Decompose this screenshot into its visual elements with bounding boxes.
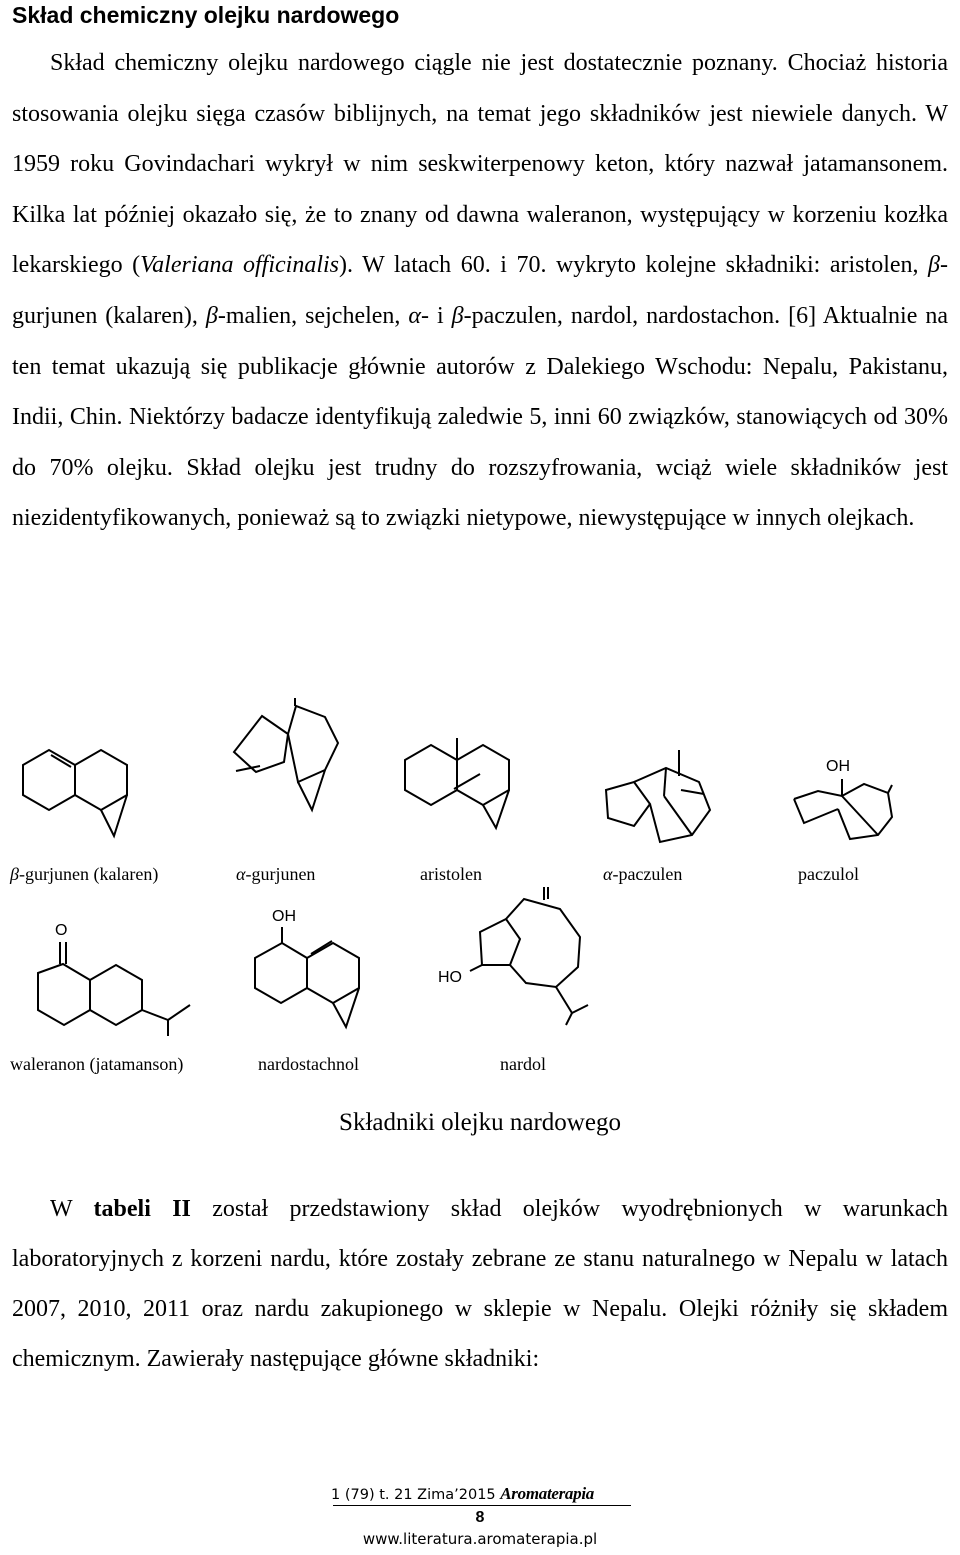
label-aristolen: aristolen <box>420 864 482 884</box>
label-alpha-paczulen: α-paczulen <box>603 864 683 884</box>
structure-nardol <box>432 895 602 1025</box>
label-nardostachnol: nardostachnol <box>258 1054 359 1074</box>
footer-url[interactable]: www.literatura.aromaterapia.pl <box>362 1530 598 1548</box>
footer-divider <box>333 1505 631 1506</box>
label-paczulol: paczulol <box>798 864 859 884</box>
table-intro-paragraph: W tabeli II został przedstawiony skład olejków wyodrębnionych w warunkach laboratoryjnych z korzeni nardu, które zostały zebrane ze stanu naturalnego w Nepalu w latach 2007, 2010, 2011 oraz nardu zakupionego w sklepie w Nepalu. Olejki różniły się składem chemicznym. Zawierały następujące główne składniki: <box>12 1196 949 1372</box>
label-beta-gurjunen: β-gurjunen (kalaren) <box>10 864 159 884</box>
structure-nardostachnol <box>250 905 370 1035</box>
label-nardol: nardol <box>500 1054 546 1074</box>
structure-paczulol <box>792 755 912 855</box>
page-number: 8 <box>475 1509 485 1526</box>
svg-text:HO: HO <box>438 969 462 986</box>
structure-beta-gurjunen <box>18 740 128 840</box>
brand-logo: Aromaterapia <box>500 1484 594 1503</box>
structure-aristolen <box>400 700 510 830</box>
label-waleranon: waleranon (jatamanson) <box>10 1054 184 1074</box>
structure-alpha-paczulen <box>600 750 720 850</box>
svg-text:OH: OH <box>272 908 296 925</box>
intro-paragraph: Skład chemiczny olejku nardowego ciągle nie jest dostatecznie poznany. Chociaż historia stosowania olejku sięga czasów biblijnych, na temat jego składników jest niewiele danych. W 1959 roku Govindachari wykrył w nim seskwiterpenowy keton, który nazwał jatamansonem. Kilka lat później okazało się, że to znany od dawna waleranon, występujący w korzeniu kozłka lekarskiego (Valeriana officinalis). W latach 60. i 70. wykryto kolejne składniki: aristolen, β-gurjunen (kalaren), β-malien, sejchelen, α- i β-paczulen, nardol, nardostachon. [6] Aktualnie na ten temat ukazują się publikacje głównie autorów z Dalekiego Wschodu: Nepalu, Pakistanu, Indii, Chin. Niektórzy badacze identyfikują zaledwie 5, inni 60 związków, stanowiących od 30% do 70% olejku. Skład olejku jest trudny do rozszyfrowania, wciąż wiele składników jest niezidentyfikowanych, ponieważ są to związki nietypowe, niewystępujące w innych olejkach. <box>12 50 948 532</box>
figure-caption: Składniki olejku nardowego <box>339 1109 621 1136</box>
svg-text:OH: OH <box>826 758 850 775</box>
label-alpha-gurjunen: α-gurjunen <box>236 864 316 884</box>
structure-waleranon <box>30 910 200 1050</box>
page-title: Skład chemiczny olejku nardowego <box>12 2 400 28</box>
footer-issue: 1 (79) t. 21 Zima’2015 Aromaterapia <box>331 1484 594 1503</box>
svg-text:O: O <box>55 922 68 939</box>
structure-alpha-gurjunen <box>212 700 342 830</box>
